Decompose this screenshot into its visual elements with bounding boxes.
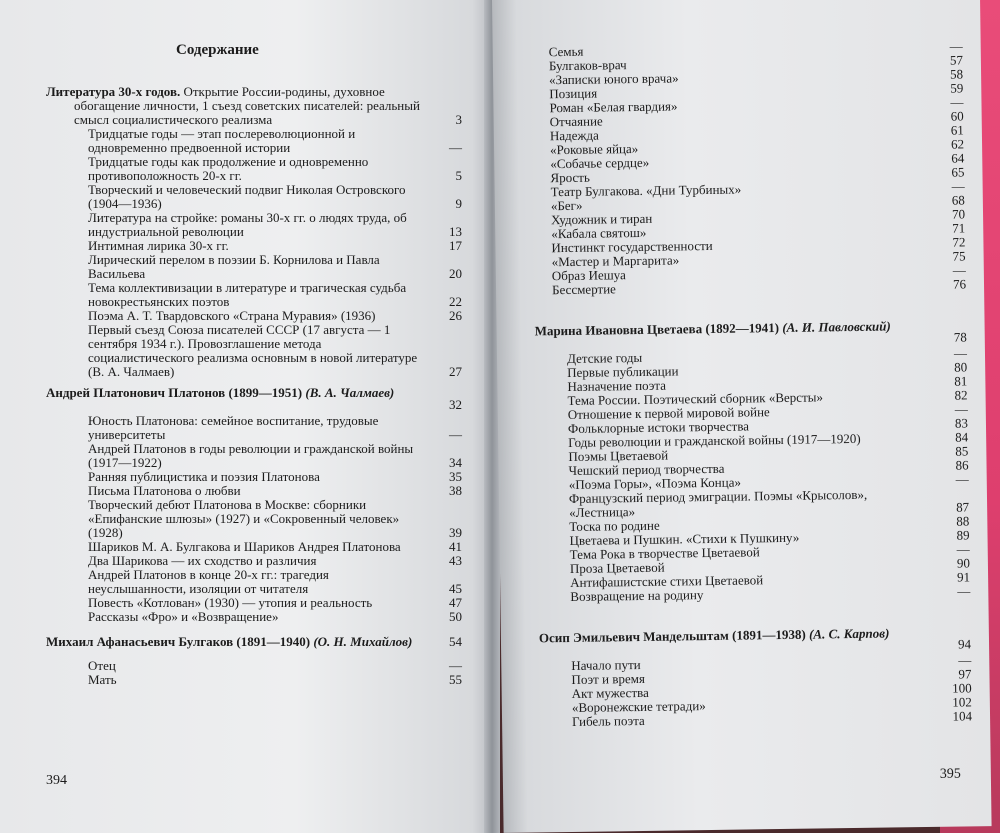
page-number: — — [952, 262, 966, 278]
author-name: Марина Ивановна Цветаева (1892—1941) — [534, 320, 780, 339]
toc-entry-title: Гибель поэта — [571, 712, 645, 729]
page-number: 71 — [952, 220, 966, 236]
page-number: 35 — [449, 469, 462, 484]
section-title: Литература 30-х годов. — [46, 84, 181, 99]
toc-entry-title: Первый съезд Союза писателей СССР (17 августа — 1 сентября 1934 г.). Провозглашение метода социалистического реализма основным в новой литературе (В. А. Чалмаев) — [88, 322, 418, 379]
toc-entry-title: Тема Рока в творчестве Цветаевой — [569, 544, 760, 562]
page-number: 5 — [455, 168, 462, 183]
page-number: — — [956, 541, 970, 557]
toc-entry-title: «Воронежские тетради» — [571, 698, 706, 715]
toc-entry — [46, 596, 462, 610]
toc-entry — [46, 484, 462, 498]
toc-entry-title: Поэма А. Т. Твардовского «Страна Муравия» (1936) — [88, 308, 376, 323]
toc-entry-title: Тридцатые годы — этап послереволюционной и одновременно предвоенной истории — [88, 126, 356, 155]
page-number: 90 — [956, 555, 971, 571]
page-folio: 395 — [939, 766, 961, 782]
toc-entry — [46, 239, 462, 253]
toc-entry-title: Литература на стройке: романы 30-х гг. о людях труда, об индустриальной революции — [88, 210, 407, 239]
toc-entry-title: Антифашистские стихи Цветаевой — [570, 572, 764, 590]
toc-list-bulgakov-cont — [531, 39, 966, 297]
page-number: 38 — [449, 483, 462, 498]
section-bulgakov — [46, 634, 462, 649]
page-number: 54 — [449, 634, 462, 649]
page-number: 58 — [949, 66, 964, 82]
section-literature-30s — [46, 85, 462, 127]
toc-entry-title: Ярость — [550, 169, 590, 186]
page-number: — — [954, 401, 968, 417]
page-number: 57 — [949, 52, 963, 68]
toc-entry-title: Фольклорные истоки творчества — [567, 418, 750, 436]
page-number: 55 — [449, 672, 462, 687]
toc-entry-title: Творческий дебют Платонова в Москве: сборники «Епифанские шлюзы» (1927) и «Сокровенный человек» (1928) — [88, 497, 400, 540]
toc-entry — [46, 155, 462, 183]
section-platonov — [46, 385, 462, 412]
page-number: 43 — [449, 553, 462, 568]
page-number: 41 — [449, 539, 462, 554]
page-number: 34 — [449, 455, 462, 470]
page-number: 70 — [951, 206, 966, 222]
toc-entry — [46, 470, 462, 484]
page-number: 47 — [449, 595, 462, 610]
toc-entry — [46, 498, 462, 540]
page-number: 83 — [954, 415, 969, 431]
page-number: — — [955, 471, 969, 487]
toc-entry-title: Детские годы — [566, 349, 643, 366]
toc-entry-title: Тема коллективизации в литературе и трагическая судьба новокрестьянских поэтов — [88, 280, 407, 309]
toc-entry-title: «Роковые яйца» — [549, 140, 639, 158]
toc-entry — [46, 659, 462, 673]
author-editor: (А. С. Карпов) — [808, 625, 890, 642]
toc-entry-title: «Мастер и Маргарита» — [551, 252, 680, 270]
page-number: 72 — [952, 234, 966, 250]
section-title-rest: Открытие России-родины, духовное обогащение личности, 1 съезд советских писателей: реальный смысл социалистического реализма — [74, 84, 420, 127]
page-number: 91 — [956, 569, 971, 585]
author-editor: (В. А. Чалмаев) — [305, 385, 395, 400]
toc-entry-title: Тема России. Поэтический сборник «Версты» — [567, 389, 824, 408]
author-name: Андрей Платонович Платонов (1899—1951) — [46, 385, 303, 400]
author-name: Осип Эмильевич Мандельштам (1891—1938) — [538, 626, 806, 646]
page-number: — — [958, 652, 972, 668]
toc-entry-title: Тридцатые годы как продолжение и одновременно противоположность 20-х гг. — [88, 154, 369, 183]
toc-entry-title: «Бег» — [550, 197, 583, 214]
toc-list-bulgakov — [46, 659, 462, 687]
page-number: 50 — [449, 609, 462, 624]
page-number: 86 — [955, 457, 969, 473]
page-number: 84 — [955, 429, 969, 445]
toc-entry — [46, 568, 462, 596]
toc-entry-title: Роман «Белая гвардия» — [549, 98, 678, 116]
toc-entry-title: Первые публикации — [567, 363, 679, 380]
toc-entry-title: Мать — [88, 672, 117, 687]
toc-entry-title: Повесть «Котлован» (1930) — утопия и реальность — [88, 595, 373, 610]
toc-entry-title: Проза Цветаевой — [569, 559, 665, 576]
page-number: 104 — [952, 708, 973, 724]
page-number: 61 — [950, 122, 964, 138]
page-folio: 394 — [46, 773, 67, 788]
toc-entry-title: Два Шарикова — их сходство и различия — [88, 553, 317, 568]
toc-entry-title: Отец — [88, 658, 116, 673]
left-page — [0, 0, 492, 833]
author-editor: (А. И. Павловский) — [782, 318, 891, 335]
toc-entry-title: Рассказы «Фро» и «Возвращение» — [88, 609, 279, 624]
page-number: — — [949, 38, 963, 54]
page-number: — — [953, 345, 968, 361]
toc-entry-title: Поэмы Цветаевой — [568, 447, 669, 464]
toc-entry — [46, 323, 462, 379]
toc-entry — [46, 540, 462, 554]
toc-entry — [46, 211, 462, 239]
toc-entry-title: Андрей Платонов в годы революции и гражданской войны (1917—1922) — [88, 441, 414, 470]
right-page — [492, 0, 992, 833]
page-number: 39 — [449, 525, 462, 540]
page-number: 85 — [955, 443, 969, 459]
toc-entry-title: Инстинкт государственности — [551, 237, 713, 256]
toc-entry-title: Французский период эмиграции. Поэмы «Крысолов», «Лестница» — [568, 486, 868, 520]
toc-entry-title: Андрей Платонов в конце 20-х гг.: трагедия неуслышанности, изоляции от читателя — [88, 567, 329, 596]
page-number: 45 — [449, 581, 462, 596]
toc-entry-title: Возвращение на родину — [570, 587, 704, 604]
page-number: 17 — [449, 238, 462, 253]
toc-list-tsvetaeva — [535, 346, 970, 604]
page-number: 32 — [449, 397, 462, 412]
page-number: 68 — [951, 192, 965, 208]
toc-entry-title: Чешский период творчества — [568, 460, 725, 478]
page-number: 82 — [954, 387, 968, 403]
author-editor: (О. Н. Михайлов) — [313, 634, 413, 649]
page-number: 78 — [953, 329, 967, 345]
page-number: 9 — [455, 196, 462, 211]
page-number: 62 — [950, 136, 965, 152]
page-number: 100 — [952, 680, 972, 696]
toc-entry — [46, 610, 462, 624]
toc-entry-title: «Поэма Горы», «Поэма Конца» — [568, 474, 742, 492]
toc-entry-title: «Кабала святош» — [551, 224, 647, 242]
toc-entry — [46, 183, 462, 211]
toc-entry-title: Письма Платонова о любви — [88, 483, 241, 498]
toc-entry-title: Ранняя публицистика и поэзия Платонова — [88, 469, 320, 484]
toc-entry-title: Отношение к первой мировой войне — [567, 404, 770, 422]
page-number: 88 — [956, 513, 970, 529]
page-number: — — [950, 94, 964, 110]
toc-entry — [46, 414, 462, 442]
toc-entry-title: Булгаков-врач — [548, 57, 627, 74]
toc-entry-title: Художник и тиран — [550, 210, 653, 228]
page-number: — — [449, 140, 462, 155]
page-number: 20 — [449, 266, 462, 281]
toc-entry-title: Годы революции и гражданской войны (1917—1920) — [568, 430, 861, 450]
page-number: 89 — [956, 527, 970, 543]
toc-entry-title: Поэт и время — [571, 670, 645, 687]
page-number: 65 — [951, 164, 965, 180]
toc-entry-title: Отчаяние — [549, 113, 603, 130]
toc-entry — [46, 442, 462, 470]
page-number: — — [449, 427, 462, 442]
page-number: 59 — [950, 80, 964, 96]
page-number: 22 — [449, 294, 462, 309]
toc-entry-title: Назначение поэта — [567, 377, 667, 394]
toc-entry-title: Творческий и человеческий подвиг Николая Островского (1904—1936) — [88, 182, 406, 211]
page-number: 75 — [952, 248, 966, 264]
page-number: 94 — [957, 636, 972, 652]
page-number: 97 — [958, 666, 972, 682]
toc-list-literature — [46, 127, 462, 379]
toc-entry — [46, 309, 462, 323]
toc-entry-title: Театр Булгакова. «Дни Турбиных» — [550, 181, 742, 200]
toc-entry-title: Цветаева и Пушкин. «Стихи к Пушкину» — [569, 529, 800, 548]
toc-entry-title: Бессмертие — [551, 281, 616, 298]
page-number: 3 — [455, 112, 462, 127]
toc-entry — [46, 127, 462, 155]
author-name: Михаил Афанасьевич Булгаков (1891—1940) — [46, 634, 311, 649]
toc-entry-title: Шариков М. А. Булгакова и Шариков Андрея Платонова — [88, 539, 401, 554]
page-number: 87 — [956, 499, 970, 515]
toc-entry-title: «Собачье сердце» — [550, 154, 650, 172]
page-number: 64 — [951, 150, 965, 166]
toc-list-mandelstam — [539, 653, 972, 729]
toc-entry-title: Семья — [548, 43, 584, 60]
toc-entry-title: Акт мужества — [571, 684, 649, 701]
toc-entry — [46, 281, 462, 309]
toc-entry-title: Надежда — [549, 127, 599, 144]
page-number: 80 — [954, 359, 968, 375]
toc-list-platonov — [46, 414, 462, 624]
page-number: — — [449, 658, 462, 673]
toc-entry-title: Лирический перелом в поэзии Б. Корнилова и Павла Васильева — [88, 252, 380, 281]
toc-entry-title: Интимная лирика 30-х гг. — [88, 238, 229, 253]
page-number: — — [951, 178, 965, 194]
toc-entry-title: Тоска по родине — [569, 517, 660, 534]
toc-entry-title: «Записки юного врача» — [549, 70, 679, 88]
page-number: 27 — [449, 364, 462, 379]
page-number: — — [957, 583, 971, 599]
toc-entry — [46, 554, 462, 568]
page-heading: Содержание — [176, 42, 259, 58]
page-number: 26 — [449, 308, 462, 323]
toc-entry-title: Начало пути — [571, 656, 641, 673]
toc-entry — [46, 673, 462, 687]
toc-entry — [46, 253, 462, 281]
page-number: 60 — [950, 108, 964, 124]
page-number: 76 — [952, 276, 967, 292]
page-number: 102 — [952, 694, 972, 710]
page-number: 81 — [954, 373, 968, 389]
page-number: 13 — [449, 224, 462, 239]
toc-entry-title: Юность Платонова: семейное воспитание, трудовые университеты — [88, 413, 379, 442]
toc-entry-title: Образ Иешуа — [551, 267, 626, 284]
toc-entry-title: Позиция — [549, 85, 598, 102]
